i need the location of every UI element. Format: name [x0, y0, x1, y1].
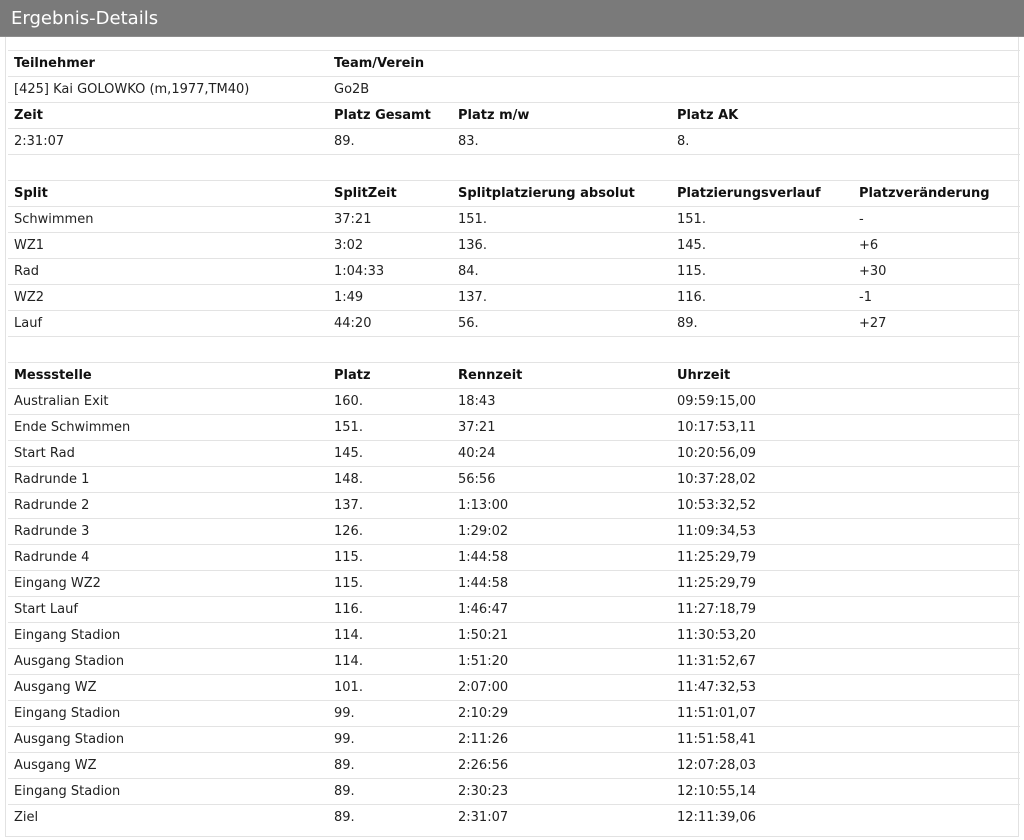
checkpoint-row [8, 414, 1020, 439]
checkpoint-name: Radrunde 1 [14, 472, 90, 487]
checkpoint-race-time: 2:10:29 [458, 706, 509, 721]
header-splitplatzierung: Splitplatzierung absolut [458, 186, 635, 201]
checkpoint-clock-time: 12:11:39,06 [677, 810, 757, 825]
checkpoint-clock-time: 11:09:34,53 [677, 524, 757, 539]
checkpoint-row [8, 804, 1020, 829]
split-time: 3:02 [334, 238, 364, 253]
checkpoint-race-time: 1:46:47 [458, 602, 509, 617]
checkpoint-rank: 116. [334, 602, 363, 617]
checkpoint-rank: 89. [334, 810, 355, 825]
header-platz: Platz [334, 368, 371, 383]
split-rank: 56. [458, 316, 479, 331]
checkpoint-race-time: 2:30:23 [458, 784, 509, 799]
checkpoint-name: Ausgang Stadion [14, 654, 125, 669]
split-rank-progress: 151. [677, 212, 706, 227]
split-rank-progress: 89. [677, 316, 698, 331]
checkpoint-race-time: 18:43 [458, 394, 496, 409]
checkpoint-race-time: 1:29:02 [458, 524, 509, 539]
checkpoint-clock-time: 11:51:01,07 [677, 706, 757, 721]
checkpoint-rank: 114. [334, 654, 363, 669]
split-name: WZ2 [14, 290, 45, 305]
checkpoint-clock-time: 11:25:29,79 [677, 550, 757, 565]
split-row [8, 310, 1020, 335]
split-rank-change: -1 [859, 290, 872, 305]
header-zeit: Zeit [14, 108, 43, 123]
checkpoint-row [8, 648, 1020, 673]
checkpoint-row [8, 622, 1020, 647]
checkpoint-rank: 160. [334, 394, 363, 409]
header-split: Split [14, 186, 48, 201]
checkpoint-race-time: 1:51:20 [458, 654, 509, 669]
checkpoint-name: Ausgang Stadion [14, 732, 125, 747]
checkpoint-rank: 151. [334, 420, 363, 435]
checkpoint-name: Start Lauf [14, 602, 78, 617]
checkpoint-clock-time: 10:37:28,02 [677, 472, 757, 487]
total-time: 2:31:07 [14, 134, 65, 149]
checkpoint-row [8, 492, 1020, 517]
rank-overall: 89. [334, 134, 355, 149]
checkpoint-clock-time: 11:31:52,67 [677, 654, 757, 669]
split-row [8, 258, 1020, 283]
checkpoint-race-time: 37:21 [458, 420, 496, 435]
checkpoint-row [8, 466, 1020, 491]
checkpoint-clock-time: 11:47:32,53 [677, 680, 757, 695]
checkpoint-rank: 145. [334, 446, 363, 461]
checkpoint-rank: 115. [334, 576, 363, 591]
time-row [8, 128, 1020, 153]
split-row [8, 232, 1020, 257]
checkpoint-row [8, 570, 1020, 595]
checkpoint-row [8, 700, 1020, 725]
header-messstelle: Messstelle [14, 368, 92, 383]
split-rank: 151. [458, 212, 487, 227]
split-time: 1:04:33 [334, 264, 385, 279]
checkpoint-name: Eingang Stadion [14, 784, 121, 799]
header-platzierungsverlauf: Platzierungsverlauf [677, 186, 821, 201]
participant-team: Go2B [334, 82, 370, 97]
checkpoint-rank: 137. [334, 498, 363, 513]
spacer-row [8, 336, 1020, 361]
split-rank-change: - [859, 212, 864, 227]
checkpoint-header-row [8, 362, 1020, 387]
header-platzveraenderung: Platzveränderung [859, 186, 990, 201]
checkpoint-rank: 89. [334, 784, 355, 799]
checkpoint-clock-time: 11:25:29,79 [677, 576, 757, 591]
checkpoint-clock-time: 12:07:28,03 [677, 758, 757, 773]
checkpoint-clock-time: 10:53:32,52 [677, 498, 757, 513]
checkpoint-clock-time: 12:10:55,14 [677, 784, 757, 799]
checkpoint-race-time: 2:11:26 [458, 732, 509, 747]
checkpoint-clock-time: 11:30:53,20 [677, 628, 757, 643]
rank-age-group: 8. [677, 134, 690, 149]
checkpoint-race-time: 2:07:00 [458, 680, 509, 695]
checkpoint-clock-time: 11:51:58,41 [677, 732, 757, 747]
split-row [8, 206, 1020, 231]
checkpoint-name: Eingang Stadion [14, 706, 121, 721]
checkpoint-name: Australian Exit [14, 394, 109, 409]
checkpoint-clock-time: 09:59:15,00 [677, 394, 757, 409]
header-platz-mw: Platz m/w [458, 108, 530, 123]
page-title: Ergebnis-Details [0, 0, 1024, 37]
checkpoint-row [8, 674, 1020, 699]
checkpoint-rank: 114. [334, 628, 363, 643]
checkpoint-row [8, 544, 1020, 569]
checkpoint-name: Eingang WZ2 [14, 576, 101, 591]
checkpoint-row [8, 752, 1020, 777]
split-rank: 137. [458, 290, 487, 305]
checkpoint-clock-time: 10:17:53,11 [677, 420, 757, 435]
checkpoint-rank: 115. [334, 550, 363, 565]
split-row [8, 284, 1020, 309]
header-rennzeit: Rennzeit [458, 368, 523, 383]
header-uhrzeit: Uhrzeit [677, 368, 731, 383]
participant-row [8, 76, 1020, 101]
checkpoint-race-time: 2:26:56 [458, 758, 509, 773]
checkpoint-race-time: 40:24 [458, 446, 496, 461]
checkpoint-name: Radrunde 2 [14, 498, 90, 513]
checkpoint-race-time: 1:50:21 [458, 628, 509, 643]
checkpoint-race-time: 56:56 [458, 472, 496, 487]
checkpoint-race-time: 1:44:58 [458, 550, 509, 565]
split-rank-change: +6 [859, 238, 879, 253]
checkpoint-name: Radrunde 4 [14, 550, 90, 565]
split-time: 44:20 [334, 316, 372, 331]
participant-name: [425] Kai GOLOWKO (m,1977,TM40) [14, 82, 250, 97]
split-name: Lauf [14, 316, 43, 331]
participant-header-row [8, 50, 1020, 75]
header-teilnehmer: Teilnehmer [14, 56, 95, 71]
split-rank-progress: 145. [677, 238, 706, 253]
time-header-row [8, 102, 1020, 127]
checkpoint-name: Start Rad [14, 446, 75, 461]
checkpoint-rank: 148. [334, 472, 363, 487]
split-rank: 136. [458, 238, 487, 253]
header-team: Team/Verein [334, 56, 425, 71]
checkpoint-row [8, 388, 1020, 413]
checkpoint-clock-time: 10:20:56,09 [677, 446, 757, 461]
split-rank-change: +27 [859, 316, 887, 331]
checkpoint-name: Ende Schwimmen [14, 420, 131, 435]
checkpoint-race-time: 1:13:00 [458, 498, 509, 513]
spacer-row [8, 154, 1020, 179]
split-name: Rad [14, 264, 39, 279]
checkpoint-row [8, 440, 1020, 465]
checkpoint-row [8, 778, 1020, 803]
checkpoint-race-time: 1:44:58 [458, 576, 509, 591]
split-time: 1:49 [334, 290, 364, 305]
checkpoint-name: Ausgang WZ [14, 680, 97, 695]
split-header-row [8, 180, 1020, 205]
checkpoint-rank: 99. [334, 706, 355, 721]
rank-gender: 83. [458, 134, 479, 149]
checkpoint-rank: 99. [334, 732, 355, 747]
header-platz-gesamt: Platz Gesamt [334, 108, 431, 123]
checkpoint-rank: 126. [334, 524, 363, 539]
split-rank-change: +30 [859, 264, 887, 279]
checkpoint-name: Radrunde 3 [14, 524, 90, 539]
split-rank-progress: 116. [677, 290, 706, 305]
split-rank-progress: 115. [677, 264, 706, 279]
split-rank: 84. [458, 264, 479, 279]
split-time: 37:21 [334, 212, 372, 227]
checkpoint-rank: 101. [334, 680, 363, 695]
checkpoint-name: Ziel [14, 810, 39, 825]
checkpoint-row [8, 596, 1020, 621]
checkpoint-name: Eingang Stadion [14, 628, 121, 643]
checkpoint-row [8, 518, 1020, 543]
checkpoint-name: Ausgang WZ [14, 758, 97, 773]
checkpoint-race-time: 2:31:07 [458, 810, 509, 825]
header-splitzeit: SplitZeit [334, 186, 397, 201]
checkpoint-row [8, 726, 1020, 751]
split-name: Schwimmen [14, 212, 94, 227]
header-platz-ak: Platz AK [677, 108, 739, 123]
checkpoint-clock-time: 11:27:18,79 [677, 602, 757, 617]
checkpoint-rank: 89. [334, 758, 355, 773]
split-name: WZ1 [14, 238, 45, 253]
